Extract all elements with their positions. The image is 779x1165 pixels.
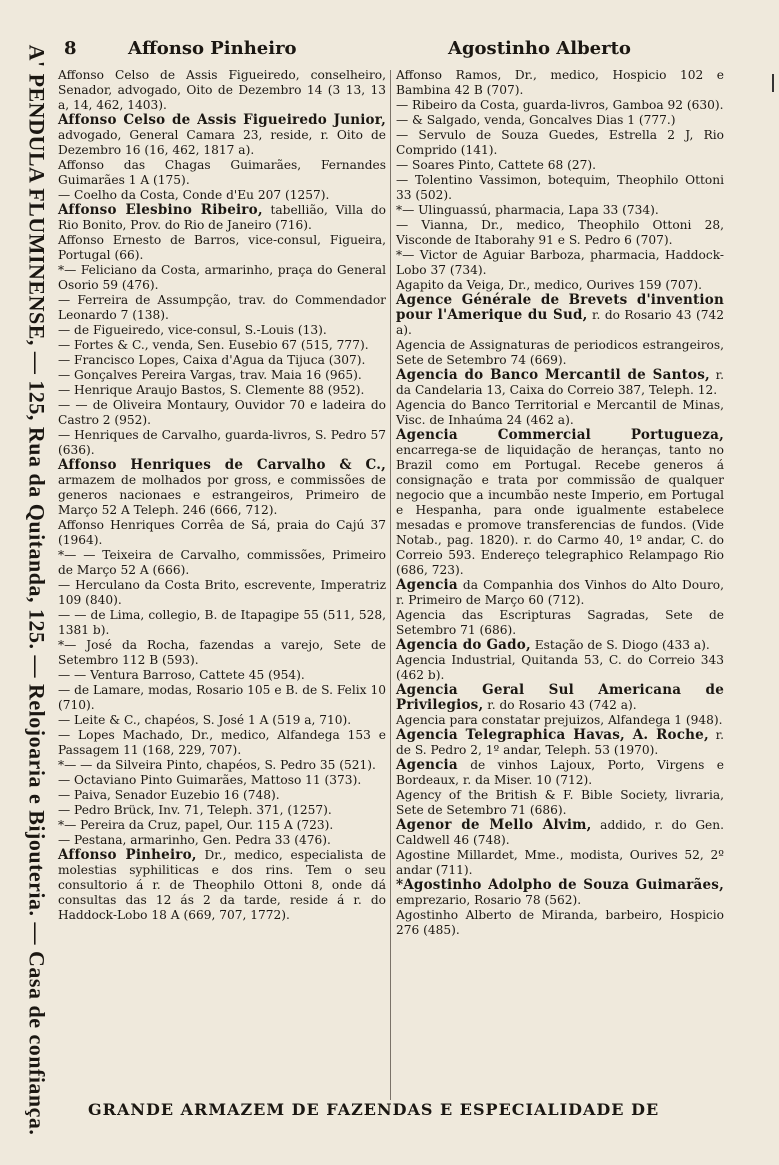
entry-name: Agenor de Mello Alvim,: [396, 817, 592, 833]
entry-name: Affonso Elesbino Ribeiro,: [58, 202, 263, 218]
directory-entry: [58, 158, 386, 188]
directory-entry: [58, 788, 386, 803]
entry-text: tabellião, Villa do Rio Bonito, Prov. do Rio de Janeiro (716).: [58, 203, 386, 232]
directory-entry: [58, 713, 386, 728]
directory-entry: [396, 218, 724, 248]
entry-name: Agence Générale de Brevets d'invention pour l'Amerique du Sud,: [396, 292, 724, 323]
directory-entry: [396, 818, 724, 848]
entry-name: Affonso Henriques de Carvalho & C.,: [58, 457, 386, 473]
entry-text: — Gonçalves Pereira Vargas, trav. Maia 16 (965).: [58, 368, 362, 382]
directory-entry: [396, 428, 724, 578]
entry-text: — Francisco Lopes, Caixa d'Agua da Tijuca (307).: [58, 353, 366, 367]
entry-name: Agencia do Gado,: [396, 637, 531, 653]
directory-entry: [396, 278, 724, 293]
directory-entry: [58, 188, 386, 203]
left-running-heading: Affonso Pinheiro: [128, 38, 297, 59]
directory-entry: [396, 908, 724, 938]
directory-entry: [58, 608, 386, 638]
directory-entry: [396, 293, 724, 338]
directory-entry: [58, 518, 386, 548]
entry-text: Agostinho Alberto de Miranda, barbeiro, Hospicio 276 (485).: [396, 908, 724, 937]
directory-entry: [58, 668, 386, 683]
entry-text: — Vianna, Dr., medico, Theophilo Ottoni 28, Visconde de Itaborahy 91 e S. Pedro 6 (707).: [396, 218, 724, 247]
directory-entry: [396, 608, 724, 638]
entry-text: emprezario, Rosario 78 (562).: [396, 893, 582, 907]
entry-text: *— Feliciano da Costa, armarinho, praça do General Osorio 59 (476).: [58, 263, 386, 292]
entry-text: *— — Teixeira de Carvalho, commissões, Primeiro de Março 52 A (666).: [58, 548, 386, 577]
footer-advertisement: GRANDE ARMAZEM DE FAZENDAS E ESPECIALIDADE DE: [88, 1100, 660, 1119]
entry-text: — Soares Pinto, Cattete 68 (27).: [396, 158, 596, 172]
directory-entry: [396, 98, 724, 113]
right-running-heading: Agostinho Alberto: [448, 38, 631, 59]
entry-text: r. de S. Pedro 2, 1º andar, Teleph. 53 (1970).: [396, 728, 725, 757]
entry-text: Agencia das Escripturas Sagradas, Sete de Setembro 71 (686).: [396, 608, 724, 637]
vertical-advertisement: [14, 44, 58, 1136]
entry-text: r. da Candelaria 13, Caixa do Correio 387, Teleph. 12.: [396, 368, 725, 397]
entry-text: — Henrique Araujo Bastos, S. Clemente 88 (952).: [58, 383, 365, 397]
entry-text: Dr., medico, especialista de molestias syphiliticas e dos rins. Tem o seu consultorio á r. de Theophilo Ottoni 8, onde dá consultas das 12 ás 2 da tarde, reside á r. do Haddock-Lobo 18 A (669, 707, 1772).: [58, 848, 386, 922]
directory-entry: [58, 548, 386, 578]
column-divider: [390, 70, 391, 1100]
entry-text: Affonso das Chagas Guimarães, Fernandes Guimarães 1 A (175).: [58, 158, 386, 187]
directory-entry: [396, 113, 724, 128]
directory-entry: [396, 128, 724, 158]
entry-name: Agencia Commercial Portugueza,: [396, 427, 724, 443]
entry-text: — Tolentino Vassimon, botequim, Theophilo Ottoni 33 (502).: [396, 173, 724, 202]
directory-entry: [58, 638, 386, 668]
entry-text: r. do Rosario 43 (742 a).: [483, 698, 637, 712]
entry-text: Agencia do Banco Territorial e Mercantil de Minas, Visc. de Inhaúma 24 (462 a).: [396, 398, 724, 427]
entry-text: Affonso Ramos, Dr., medico, Hospicio 102 e Bambina 42 B (707).: [396, 68, 724, 97]
entry-text: *— Ulinguassú, pharmacia, Lapa 33 (734).: [396, 203, 659, 217]
entry-text: Affonso Henriques Corrêa de Sá, praia do Cajú 37 (1964).: [58, 518, 386, 547]
entry-text: Agencia Industrial, Quitanda 53, C. do Correio 343 (462 b).: [396, 653, 724, 682]
directory-entry: [396, 158, 724, 173]
entry-text: — Pestana, armarinho, Gen. Pedra 33 (476).: [58, 833, 331, 847]
directory-entry: [396, 578, 724, 608]
directory-entry: [396, 248, 724, 278]
directory-entry: [58, 353, 386, 368]
directory-entry: [396, 638, 724, 653]
entry-text: — — de Lima, collegio, B. de Itapagipe 55 (511, 528, 1381 b).: [58, 608, 386, 637]
right-column: [396, 68, 724, 938]
entry-text: Agapito da Veiga, Dr., medico, Ourives 159 (707).: [396, 278, 703, 292]
directory-entry: [58, 683, 386, 713]
entry-text: — Ferreira de Assumpção, trav. do Commendador Leonardo 7 (138).: [58, 293, 386, 322]
entry-text: — Herculano da Costa Brito, escrevente, Imperatriz 109 (840).: [58, 578, 386, 607]
entry-name: Agencia Telegraphica Havas, A. Roche,: [396, 727, 709, 743]
directory-entry: [396, 758, 724, 788]
directory-entry: [396, 713, 724, 728]
entry-text: — Leite & C., chapéos, S. José 1 A (519 a, 710).: [58, 713, 352, 727]
entry-name: Affonso Pinheiro,: [58, 847, 197, 863]
entry-text: encarrega-se de liquidação de heranças, tanto no Brazil como em Portugal. Recebe generos á consignação e trata por commissão de qualquer negocio que a incumbão neste Imperio, em Portugal e Hespanha, para onde igualmente estabelece mesadas e promove transferencias de fundos. (Vide Notab., pag. 1820). r. do Carmo 40, 1º andar, C. do Correio 593. Endereço telegraphico Relampago Rio (686, 723).: [396, 443, 724, 577]
entry-text: *— José da Rocha, fazendas a varejo, Sete de Setembro 112 B (593).: [58, 638, 386, 667]
entry-text: Affonso Ernesto de Barros, vice-consul, Figueira, Portugal (66).: [58, 233, 386, 262]
directory-entry: [58, 398, 386, 428]
directory-entry: [396, 848, 724, 878]
entry-text: — de Lamare, modas, Rosario 105 e B. de S. Felix 10 (710).: [58, 683, 386, 712]
directory-entry: [396, 683, 724, 713]
entry-text: Agencia para constatar prejuizos, Alfandega 1 (948).: [396, 713, 723, 727]
entry-text: *— — da Silveira Pinto, chapéos, S. Pedro 35 (521).: [58, 758, 376, 772]
directory-entry: [396, 728, 724, 758]
entry-text: Agostine Millardet, Mme., modista, Ourives 52, 2º andar (711).: [396, 848, 724, 877]
page-header: [58, 38, 738, 66]
directory-entry: [58, 323, 386, 338]
directory-entry: [396, 68, 724, 98]
entry-text: — Lopes Machado, Dr., medico, Alfandega 153 e Passagem 11 (168, 229, 707).: [58, 728, 386, 757]
directory-entry: [396, 788, 724, 818]
left-column: [58, 68, 386, 923]
directory-entry: [58, 338, 386, 353]
directory-entry: [396, 878, 724, 908]
entry-text: r. do Rosario 43 (742 a).: [396, 308, 724, 337]
entry-name: Agencia do Banco Mercantil de Santos,: [396, 367, 710, 383]
entry-text: Affonso Celso de Assis Figueiredo, conselheiro, Senador, advogado, Oito de Dezembro 14 (3 13, 13 a, 14, 462, 1403).: [58, 68, 386, 112]
directory-entry: [58, 263, 386, 293]
entry-text: — Coelho da Costa, Conde d'Eu 207 (1257).: [58, 188, 330, 202]
entry-text: — Servulo de Souza Guedes, Estrella 2 J, Rio Comprido (141).: [396, 128, 724, 157]
entry-text: — — Ventura Barroso, Cattete 45 (954).: [58, 668, 305, 682]
entry-name: Agencia: [396, 577, 458, 593]
directory-entry: [58, 818, 386, 833]
entry-text: da Companhia dos Vinhos do Alto Douro, r. Primeiro de Março 60 (712).: [396, 578, 724, 607]
entry-text: — Octaviano Pinto Guimarães, Mattoso 11 (373).: [58, 773, 362, 787]
directory-entry: [396, 173, 724, 203]
directory-entry: [396, 203, 724, 218]
entry-text: advogado, General Camara 23, reside, r. Oito de Dezembro 16 (16, 462, 1817 a).: [58, 128, 386, 157]
margin-mark: [772, 74, 774, 92]
directory-entry: [58, 203, 386, 233]
directory-entry: [58, 68, 386, 113]
directory-entry: [396, 398, 724, 428]
entry-name: Agencia: [396, 757, 458, 773]
entry-text: Agency of the British & F. Bible Society, livraria, Sete de Setembro 71 (686).: [396, 788, 724, 817]
entry-text: — Ribeiro da Costa, guarda-livros, Gamboa 92 (630).: [396, 98, 724, 112]
entry-name: Affonso Celso de Assis Figueiredo Junior,: [58, 112, 386, 128]
vertical-advertisement-text: A' PENDULA FLUMINENSE, — 125, Rua da Quitanda, 125. — Relojoaria e Bijouteria. — Casa de confiança.: [24, 44, 50, 1136]
directory-entry: [58, 803, 386, 818]
directory-entry: [58, 758, 386, 773]
entry-text: — Paiva, Senador Euzebio 16 (748).: [58, 788, 280, 802]
directory-entry: [58, 293, 386, 323]
directory-entry: [58, 458, 386, 518]
entry-text: *— Pereira da Cruz, papel, Our. 115 A (723).: [58, 818, 334, 832]
entry-text: *— Victor de Aguiar Barboza, pharmacia, Haddock-Lobo 37 (734).: [396, 248, 724, 277]
directory-entry: [58, 578, 386, 608]
page-number: 8: [64, 38, 77, 59]
entry-text: — de Figueiredo, vice-consul, S.-Louis (13).: [58, 323, 327, 337]
directory-entry: [396, 368, 724, 398]
directory-entry: [58, 428, 386, 458]
directory-entry: [58, 113, 386, 158]
entry-text: armazem de molhados por gross, e commissões de generos nacionaes e estrangeiros, Primeiro de Março 52 A Teleph. 246 (666, 712).: [58, 473, 386, 517]
entry-text: Agencia de Assignaturas de periodicos estrangeiros, Sete de Setembro 74 (669).: [396, 338, 724, 367]
directory-entry: [58, 848, 386, 923]
directory-entry: [58, 368, 386, 383]
entry-text: — Henriques de Carvalho, guarda-livros, S. Pedro 57 (636).: [58, 428, 386, 457]
directory-entry: [58, 233, 386, 263]
entry-text: — & Salgado, venda, Goncalves Dias 1 (777.): [396, 113, 676, 127]
entry-text: — Fortes & C., venda, Sen. Eusebio 67 (515, 777).: [58, 338, 369, 352]
entry-text: — Pedro Brück, Inv. 71, Teleph. 371, (1257).: [58, 803, 332, 817]
directory-entry: [58, 728, 386, 758]
entry-text: addido, r. do Gen. Caldwell 46 (748).: [396, 818, 724, 847]
directory-entry: [396, 338, 724, 368]
directory-entry: [58, 833, 386, 848]
entry-text: — — de Oliveira Montaury, Ouvidor 70 e ladeira do Castro 2 (952).: [58, 398, 386, 427]
directory-entry: [58, 383, 386, 398]
directory-entry: [396, 653, 724, 683]
entry-name: *Agostinho Adolpho de Souza Guimarães,: [396, 877, 724, 893]
entry-name: Agencia Geral Sul Americana de Privilegios,: [396, 682, 724, 713]
entry-text: Estação de S. Diogo (433 a).: [530, 638, 710, 652]
entry-text: de vinhos Lajoux, Porto, Virgens e Bordeaux, r. da Miser. 10 (712).: [396, 758, 724, 787]
directory-entry: [58, 773, 386, 788]
